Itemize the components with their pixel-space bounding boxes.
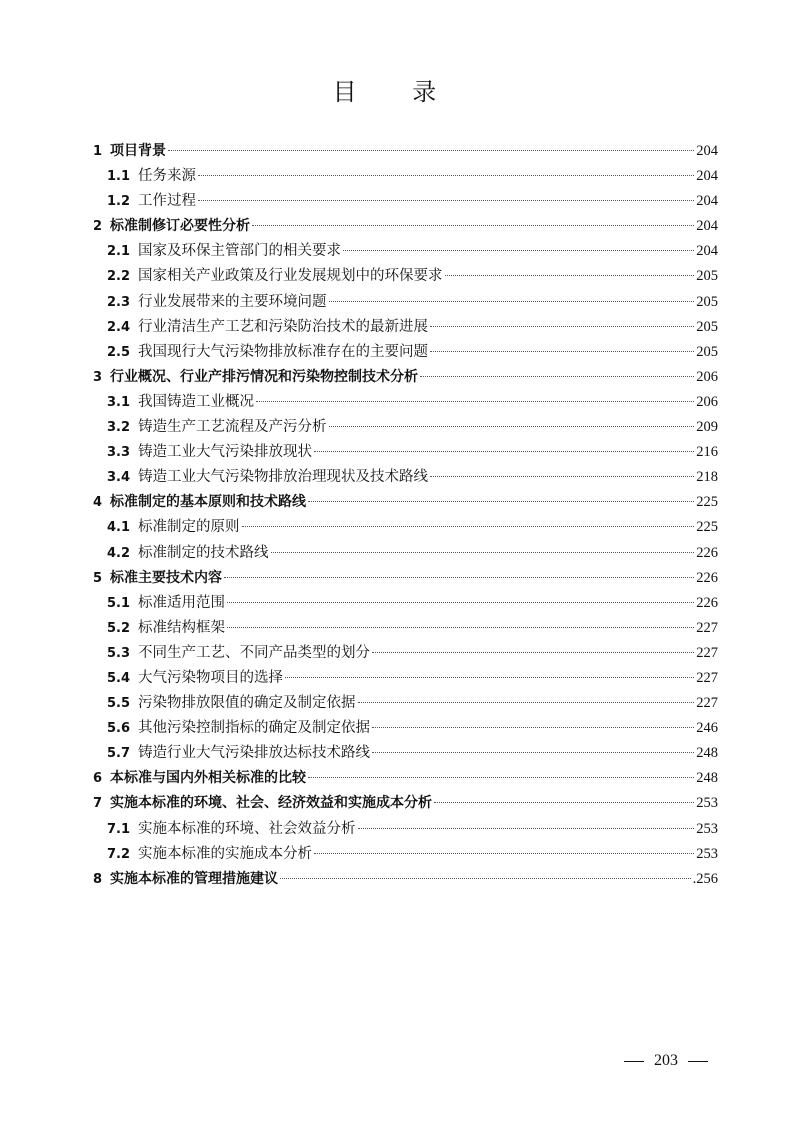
toc-chapter-entry[interactable] — [93, 791, 718, 816]
toc-entry-page-number: 253 — [696, 845, 718, 862]
toc-entry-number: 1 — [93, 144, 103, 159]
toc-dot-leader — [329, 301, 695, 302]
toc-chapter-entry[interactable] — [93, 766, 718, 791]
toc-entry-number: 7 — [93, 796, 103, 812]
toc-section-entry[interactable] — [93, 641, 718, 666]
toc-entry-page-number: 204 — [696, 193, 718, 210]
toc-dot-leader — [252, 225, 694, 226]
toc-entry-title: 标准制修订必要性分析 — [110, 218, 251, 235]
toc-section-entry[interactable] — [93, 741, 718, 766]
toc-section-entry[interactable] — [93, 842, 718, 867]
toc-entry-title: 我国现行大气污染物排放标准存在的主要问题 — [138, 343, 429, 360]
toc-section-entry[interactable] — [93, 264, 718, 289]
toc-entry-number: 2.5 — [107, 344, 131, 360]
toc-section-entry[interactable] — [93, 515, 718, 540]
toc-entry-page-number: 246 — [696, 720, 718, 737]
toc-entry-number: 5.2 — [107, 620, 131, 636]
toc-entry-number: 2 — [93, 219, 103, 235]
toc-entry-title: 标准制定的原则 — [138, 519, 240, 536]
toc-entry-title: 我国铸造工业概况 — [138, 393, 255, 410]
toc-dot-leader — [198, 175, 694, 176]
toc-entry-title: 标准制定的技术路线 — [138, 544, 269, 561]
toc-entry-page-number: 204 — [696, 143, 718, 159]
toc-entry-page-number: 206 — [696, 393, 718, 410]
toc-entry-title: 实施本标准的实施成本分析 — [138, 845, 313, 862]
toc-entry-number: 2.1 — [107, 244, 131, 260]
toc-entry-number: 8 — [93, 871, 103, 887]
toc-entry-number: 7.1 — [107, 821, 131, 837]
toc-entry-title: 铸造工业大气污染物排放治理现状及技术路线 — [138, 469, 429, 486]
toc-section-entry[interactable] — [93, 315, 718, 340]
toc-entry-title: 行业概况、行业产排污情况和污染物控制技术分析 — [110, 368, 419, 385]
toc-entry-number: 5.5 — [107, 696, 131, 712]
toc-entry-page-number: 248 — [696, 745, 718, 762]
toc-entry-page-number: 205 — [696, 318, 718, 335]
toc-dot-leader — [314, 853, 694, 854]
toc-entry-number: 2.2 — [107, 269, 131, 285]
toc-entry-page-number: 209 — [696, 419, 718, 436]
toc-dot-leader — [280, 878, 691, 879]
toc-section-entry[interactable] — [93, 189, 718, 214]
toc-dot-leader — [308, 501, 694, 502]
toc-entry-page-number: 227 — [696, 669, 718, 686]
toc-entry-page-number: 216 — [696, 444, 718, 461]
toc-dot-leader — [430, 326, 694, 327]
toc-entry-page-number: 204 — [696, 168, 718, 185]
toc-dot-leader — [358, 828, 695, 829]
toc-dot-leader — [227, 627, 694, 628]
toc-entry-page-number: 248 — [696, 770, 718, 787]
toc-entry-title: 铸造工业大气污染排放现状 — [138, 444, 313, 461]
toc-entry-title: 铸造生产工艺流程及产污分析 — [138, 419, 327, 436]
toc-entry-title: 项目背景 — [110, 143, 167, 159]
toc-dot-leader — [430, 476, 694, 477]
toc-entry-number: 7.2 — [107, 846, 131, 862]
toc-entry-title: 本标准与国内外相关标准的比较 — [110, 770, 307, 787]
toc-entry-title: 行业清洁生产工艺和污染防治技术的最新进展 — [138, 318, 429, 335]
toc-entry-title: 实施本标准的环境、社会、经济效益和实施成本分析 — [110, 795, 433, 812]
toc-chapter-entry[interactable] — [93, 490, 718, 515]
toc-dot-leader — [434, 802, 694, 803]
toc-entry-title: 国家相关产业政策及行业发展规划中的环保要求 — [138, 268, 443, 285]
toc-section-entry[interactable] — [93, 390, 718, 415]
toc-dot-leader — [224, 577, 694, 578]
toc-entry-title: 实施本标准的管理措施建议 — [110, 870, 279, 887]
toc-entry-page-number: 205 — [696, 293, 718, 310]
toc-entry-number: 5.3 — [107, 645, 131, 661]
toc-entry-page-number: 204 — [696, 243, 718, 260]
toc-section-entry[interactable] — [93, 415, 718, 440]
toc-entry-number: 1.1 — [107, 169, 131, 185]
toc-section-entry[interactable] — [93, 290, 718, 315]
toc-dot-leader — [256, 401, 694, 402]
page-footer — [614, 1052, 718, 1070]
toc-entry-page-number: 226 — [696, 569, 718, 586]
toc-entry-number: 4 — [93, 495, 103, 511]
toc-section-entry[interactable] — [93, 666, 718, 691]
toc-entry-number: 5 — [93, 570, 103, 586]
footer-page-number: 203 — [654, 1052, 678, 1069]
toc-entry-page-number: 227 — [696, 695, 718, 712]
toc-section-entry[interactable] — [93, 691, 718, 716]
toc-entry-number: 3 — [93, 369, 103, 385]
toc-dot-leader — [329, 426, 695, 427]
toc-entry-number: 3.3 — [107, 445, 131, 461]
toc-entry-title: 铸造行业大气污染排放达标技术路线 — [138, 745, 371, 762]
toc-chapter-entry[interactable] — [93, 139, 718, 164]
toc-entry-page-number: 218 — [696, 469, 718, 486]
toc-section-entry[interactable] — [93, 616, 718, 641]
toc-entry-number: 5.4 — [107, 670, 131, 686]
toc-entry-page-number: 205 — [696, 268, 718, 285]
toc-chapter-entry[interactable] — [93, 867, 718, 892]
toc-dot-leader — [430, 351, 694, 352]
toc-entry-number: 4.1 — [107, 520, 131, 536]
toc-dot-leader — [420, 376, 694, 377]
toc-entry-title: 行业发展带来的主要环境问题 — [138, 293, 327, 310]
toc-dot-leader — [227, 602, 694, 603]
toc-entry-page-number: 205 — [696, 343, 718, 360]
toc-entry-number: 3.2 — [107, 420, 131, 436]
toc-entry-title: 其他污染控制指标的确定及制定依据 — [138, 720, 371, 737]
toc-entry-page-number: 253 — [696, 795, 718, 812]
toc-entry-title: 标准适用范围 — [138, 594, 226, 611]
toc-entry-title: 实施本标准的环境、社会效益分析 — [138, 820, 356, 837]
toc-dot-leader — [372, 752, 694, 753]
toc-entry-number: 4.2 — [107, 545, 131, 561]
toc-entry-title: 任务来源 — [138, 168, 197, 185]
toc-entry-page-number: 204 — [696, 218, 718, 235]
toc-section-entry[interactable] — [93, 817, 718, 842]
toc-entry-number: 2.3 — [107, 294, 131, 310]
footer-dash-right — [688, 1061, 708, 1062]
toc-entry-page-number: 225 — [696, 494, 718, 511]
toc-entry-title: 工作过程 — [138, 193, 197, 210]
toc-dot-leader — [168, 150, 694, 151]
toc-dot-leader — [343, 250, 694, 251]
toc-entry-page-number: 206 — [696, 368, 718, 385]
toc-dot-leader — [372, 727, 694, 728]
toc-dot-leader — [285, 677, 694, 678]
toc-section-entry[interactable] — [93, 340, 718, 365]
page-title: 目 录 — [332, 78, 461, 106]
toc-entry-number: 5.7 — [107, 746, 131, 762]
toc-chapter-entry[interactable] — [93, 566, 718, 591]
toc-chapter-entry[interactable] — [93, 214, 718, 239]
toc-entry-page-number: 226 — [696, 544, 718, 561]
toc-entry-page-number: .256 — [692, 870, 718, 887]
toc-dot-leader — [358, 702, 695, 703]
toc-entry-title: 不同生产工艺、不同产品类型的划分 — [138, 644, 371, 661]
toc-dot-leader — [314, 451, 694, 452]
toc-entry-number: 1.2 — [107, 194, 131, 210]
toc-entry-number: 6 — [93, 771, 103, 787]
toc-entry-page-number: 226 — [696, 594, 718, 611]
toc-section-entry[interactable] — [93, 591, 718, 616]
toc-dot-leader — [372, 652, 694, 653]
toc-entry-page-number: 227 — [696, 644, 718, 661]
toc-entry-number: 2.4 — [107, 319, 131, 335]
toc-entry-number: 5.6 — [107, 721, 131, 737]
toc-dot-leader — [308, 777, 694, 778]
toc-entry-title: 标准制定的基本原则和技术路线 — [110, 494, 307, 511]
toc-dot-leader — [242, 526, 695, 527]
toc-entry-number: 3.1 — [107, 394, 131, 410]
toc-entry-title: 污染物排放限值的确定及制定依据 — [138, 695, 356, 712]
toc-entry-page-number: 253 — [696, 820, 718, 837]
toc-section-entry[interactable] — [93, 716, 718, 741]
toc-section-entry[interactable] — [93, 541, 718, 566]
footer-dash-left — [624, 1061, 644, 1062]
toc-section-entry[interactable] — [93, 239, 718, 264]
toc-entry-title: 标准主要技术内容 — [110, 569, 223, 586]
toc-dot-leader — [445, 275, 695, 276]
toc-dot-leader — [271, 552, 695, 553]
toc-entry-title: 标准结构框架 — [138, 619, 226, 636]
toc-entry-page-number: 227 — [696, 619, 718, 636]
toc-entry-title: 大气污染物项目的选择 — [138, 669, 284, 686]
toc-entry-page-number: 225 — [696, 519, 718, 536]
toc-entry-number: 5.1 — [107, 595, 131, 611]
toc-section-entry[interactable] — [93, 465, 718, 490]
toc-dot-leader — [198, 200, 694, 201]
toc-chapter-entry[interactable] — [93, 365, 718, 390]
toc-entry-title: 国家及环保主管部门的相关要求 — [138, 243, 342, 260]
toc-entry-number: 3.4 — [107, 470, 131, 486]
toc-section-entry[interactable] — [93, 164, 718, 189]
table-of-contents — [93, 139, 718, 892]
toc-section-entry[interactable] — [93, 440, 718, 465]
